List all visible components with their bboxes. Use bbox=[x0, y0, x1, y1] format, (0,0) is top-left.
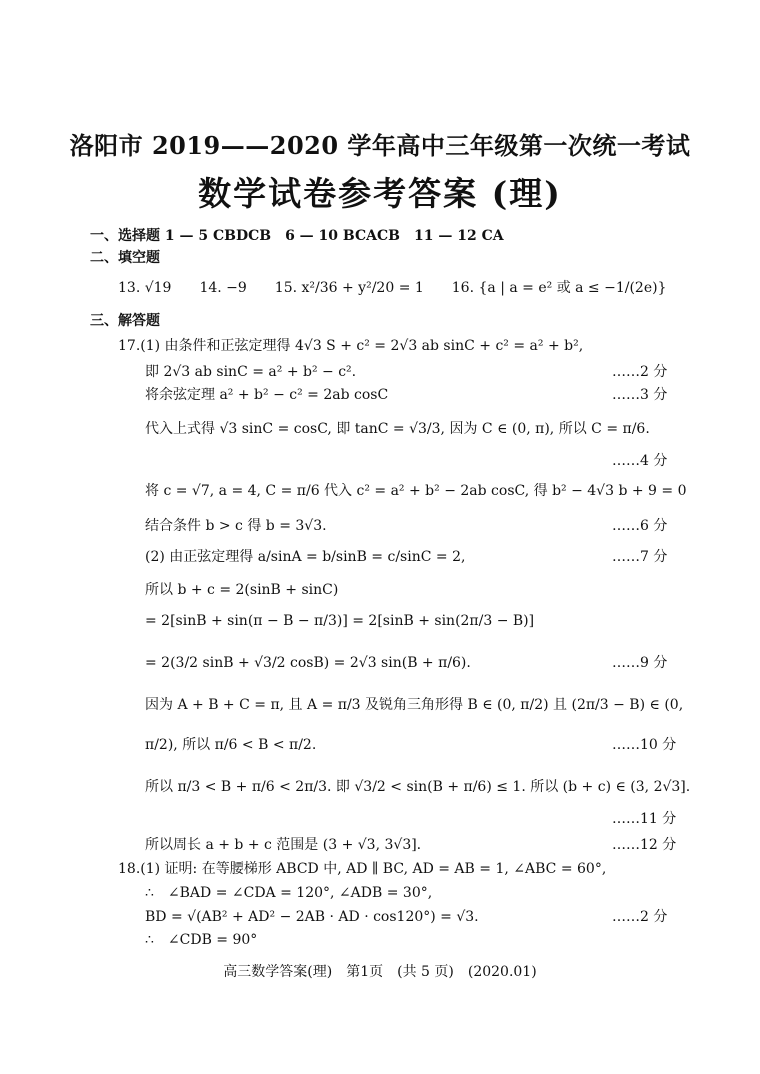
q17-line-14: 所以周长 a + b + c 范围是 (3 + √3, 3√3]. bbox=[145, 837, 422, 853]
fill-answers: 13. √19 14. −9 15. x²/36 + y²/20 = 1 16. {a | a = e² 或 a ≤ −1/(2e)} bbox=[118, 280, 667, 296]
score-18-2: ……2 分 bbox=[612, 909, 668, 925]
q18-line-4: ∴ ∠CDB = 90° bbox=[145, 932, 258, 948]
q17-line-5: 将 c = √7, a = 4, C = π/6 代入 c² = a² + b² − 2ab cosC, 得 b² − 4√3 b + 9 = 0 bbox=[145, 483, 687, 499]
q17-line-12: π/2), 所以 π/6 < B < π/2. bbox=[145, 737, 317, 753]
q17-line-9: = 2[sinB + sin(π − B − π/3)] = 2[sinB + sin(2π/3 − B)] bbox=[145, 613, 535, 629]
score-7: ……7 分 bbox=[612, 549, 668, 565]
q17-line-4: 代入上式得 √3 sinC = cosC, 即 tanC = √3/3, 因为 C ∈ (0, π), 所以 C = π/6. bbox=[145, 421, 650, 437]
q17-line-3: 将余弦定理 a² + b² − c² = 2ab cosC bbox=[145, 387, 389, 403]
q17-line-6: 结合条件 b > c 得 b = 3√3. bbox=[145, 518, 327, 534]
choice-answers: 一、选择题 1 — 5 CBDCB 6 — 10 BCACB 11 — 12 CA bbox=[90, 228, 504, 244]
score-2: ……2 分 bbox=[612, 364, 668, 380]
score-12: ……12 分 bbox=[612, 837, 677, 853]
score-11: ……11 分 bbox=[612, 811, 677, 827]
answer-key-title: 数学试卷参考答案 (理) bbox=[198, 174, 562, 213]
q17-line-13: 所以 π/3 < B + π/6 < 2π/3. 即 √3/2 < sin(B + π/6) ≤ 1. 所以 (b + c) ∈ (3, 2√3]. bbox=[145, 779, 691, 795]
q17-line-7: (2) 由正弦定理得 a/sinA = b/sinB = c/sinC = 2, bbox=[145, 549, 466, 565]
score-6: ……6 分 bbox=[612, 518, 668, 534]
score-10: ……10 分 bbox=[612, 737, 677, 753]
exam-title: 洛阳市 2019——2020 学年高中三年级第一次统一考试 bbox=[69, 131, 691, 160]
q17-line-2: 即 2√3 ab sinC = a² + b² − c². bbox=[145, 364, 357, 380]
score-3: ……3 分 bbox=[612, 387, 668, 403]
q17-line-1: 17.(1) 由条件和正弦定理得 4√3 S + c² = 2√3 ab sinC + c² = a² + b², bbox=[118, 338, 584, 354]
q18-line-3: BD = √(AB² + AD² − 2AB · AD · cos120°) = √3. bbox=[145, 909, 479, 925]
q18-line-1: 18.(1) 证明: 在等腰梯形 ABCD 中, AD ∥ BC, AD = AB = 1, ∠ABC = 60°, bbox=[118, 861, 607, 877]
page-footer: 高三数学答案(理) 第1页 (共 5 页) (2020.01) bbox=[223, 964, 537, 980]
q17-line-11: 因为 A + B + C = π, 且 A = π/3 及锐角三角形得 B ∈ (0, π/2) 且 (2π/3 − B) ∈ (0, bbox=[145, 697, 684, 713]
solve-section-title: 三、解答题 bbox=[90, 313, 160, 329]
fill-section-title: 二、填空题 bbox=[90, 250, 160, 266]
score-9: ……9 分 bbox=[612, 655, 668, 671]
q18-line-2: ∴ ∠BAD = ∠CDA = 120°, ∠ADB = 30°, bbox=[145, 885, 433, 901]
score-4: ……4 分 bbox=[612, 453, 668, 469]
q17-line-10: = 2(3/2 sinB + √3/2 cosB) = 2√3 sin(B + π/6). bbox=[145, 655, 471, 671]
q17-line-8: 所以 b + c = 2(sinB + sinC) bbox=[145, 582, 339, 598]
